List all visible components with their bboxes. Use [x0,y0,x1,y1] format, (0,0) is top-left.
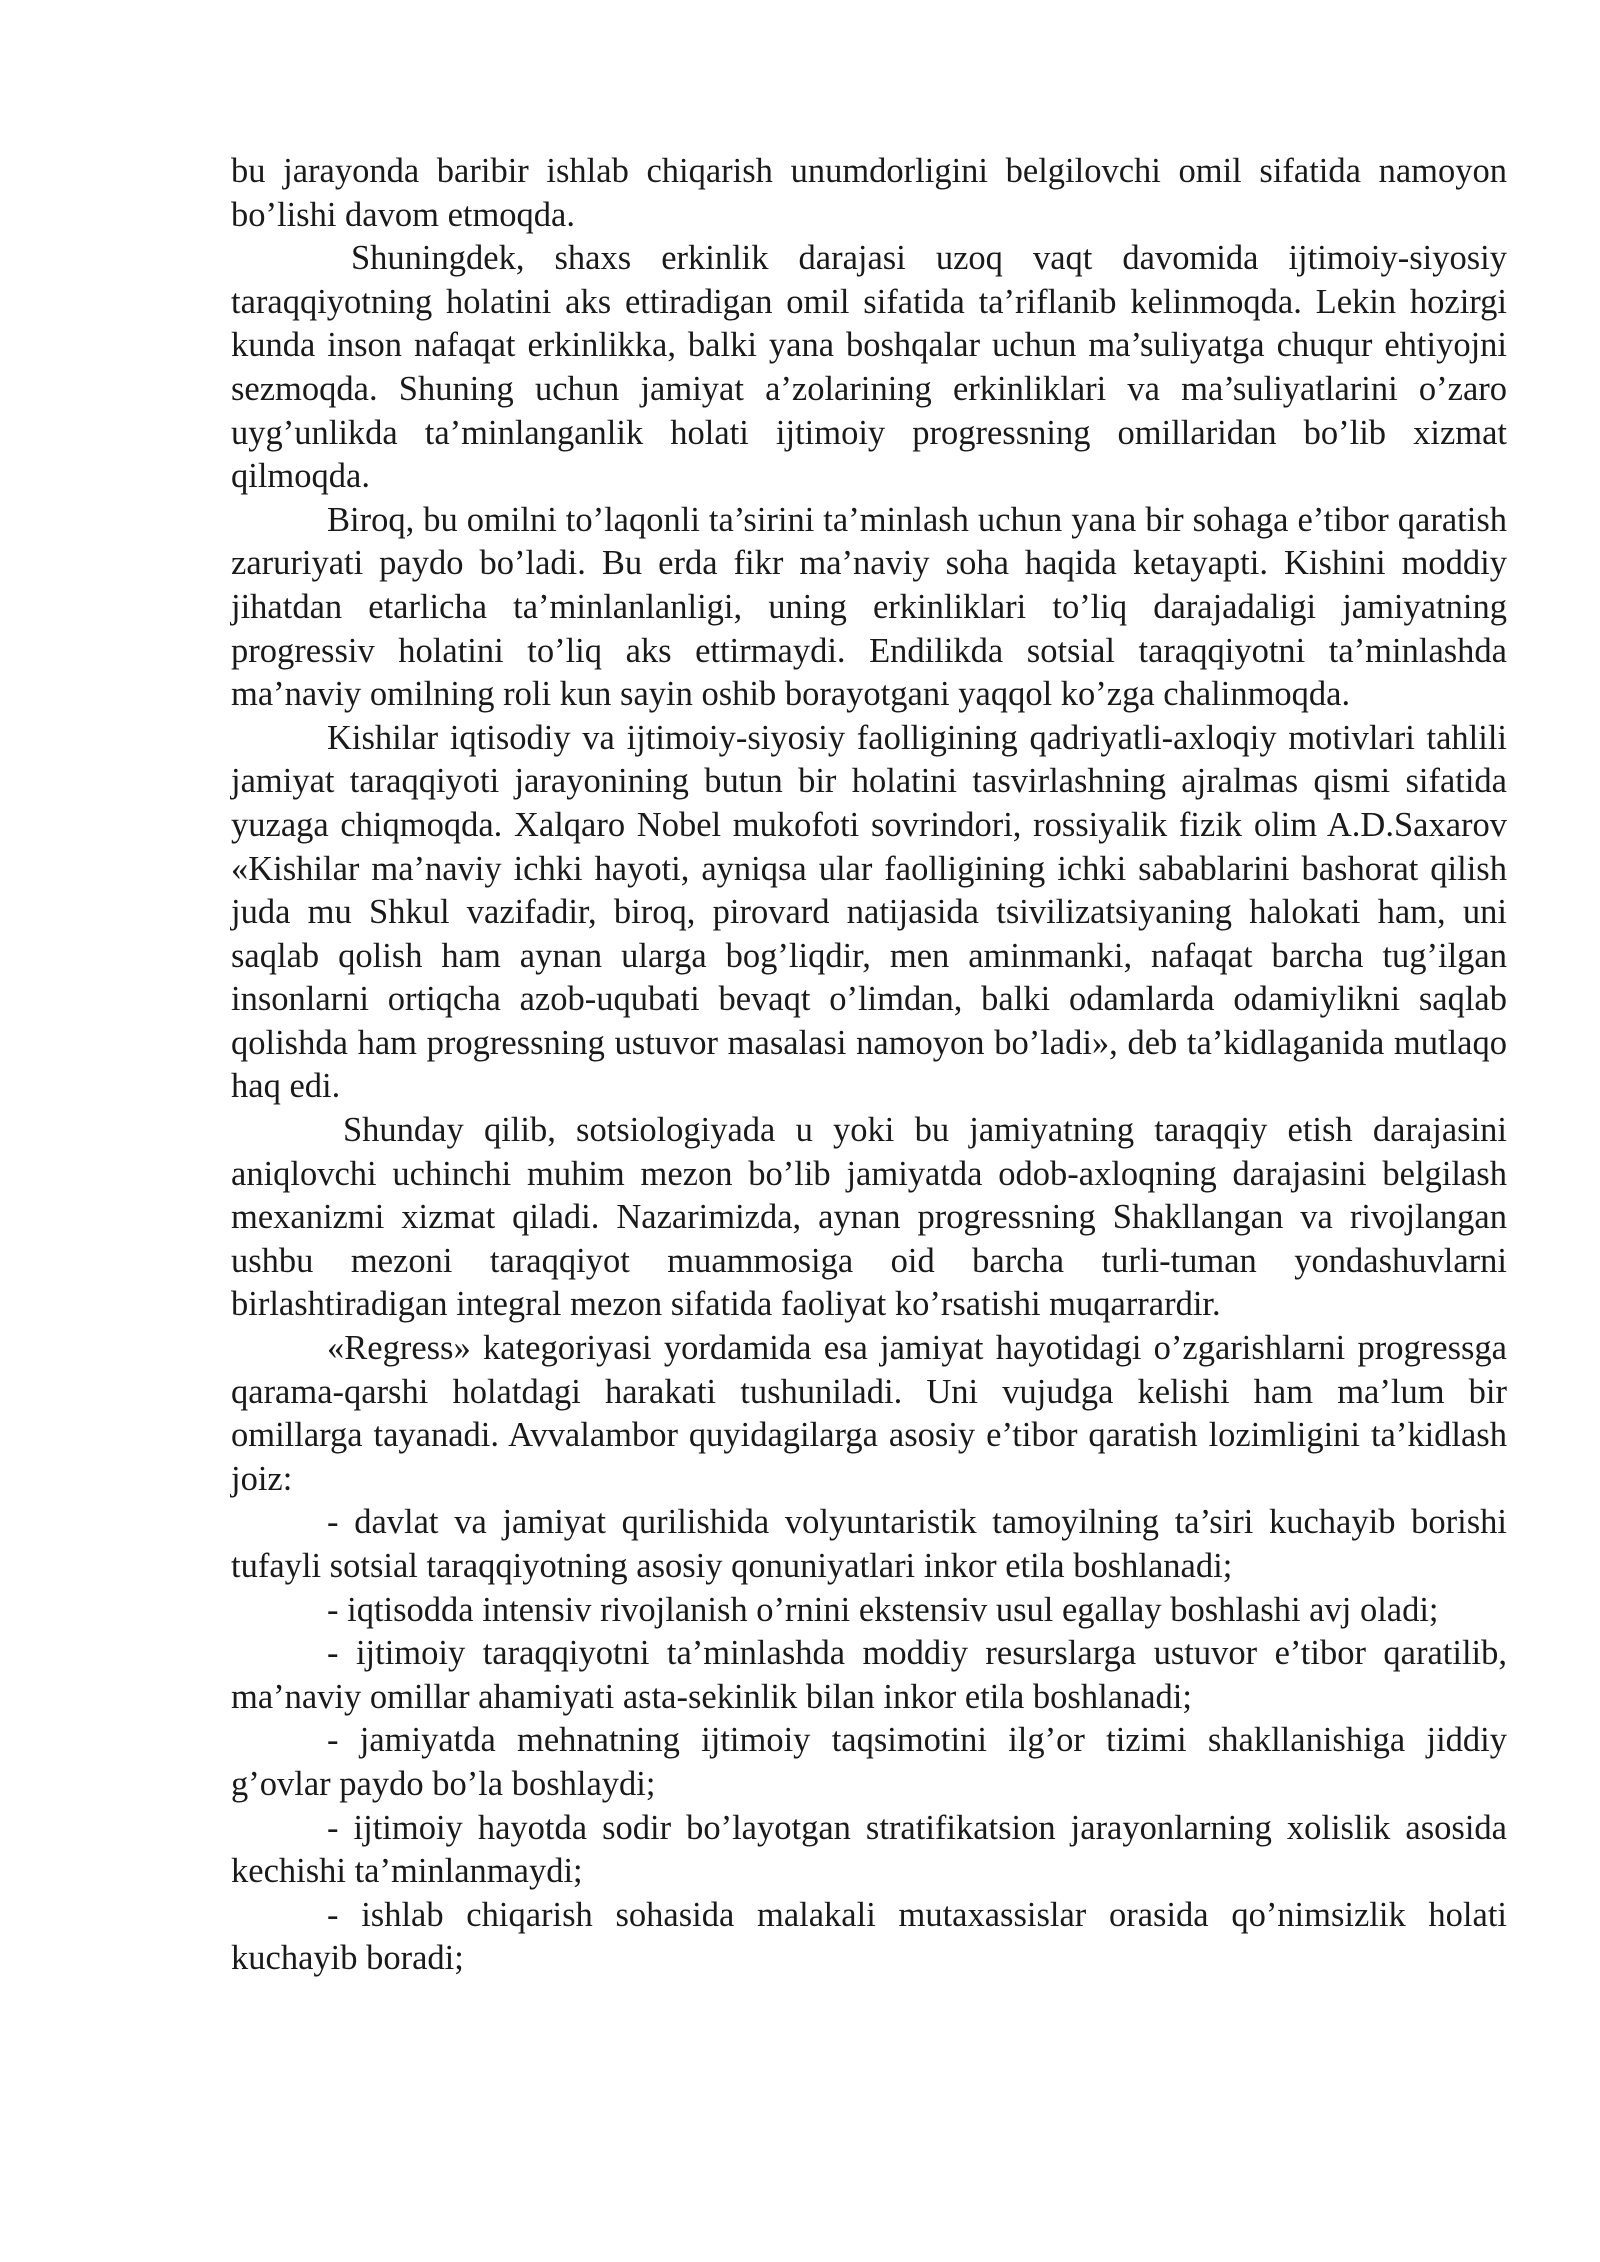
list-item: - ijtimoiy taraqqiyotni ta’minlashda moddiy resurslarga ustuvor e’tibor qaratilib, ma’naviy omillar ahamiyati asta-sekinlik bilan inkor etila boshlanadi; [231,1634,1507,1716]
list-item: - jamiyatda mehnatning ijtimoiy taqsimotini ilg’or tizimi shakllanishiga jiddiy g’ovlar paydo bo’la boshlaydi; [231,1721,1507,1803]
list-item: - ijtimoiy hayotda sodir bo’layotgan stratifikatsion jarayonlarning xolislik asosida kechishi ta’minlanmaydi; [231,1808,1507,1891]
paragraph-continuation: bu jarayonda baribir ishlab chiqarish unumdorligini belgilovchi omil sifatida namoyon bo’lishi davom etmoqda. [231,152,1507,234]
paragraph-freedom: Shuningdek, shaxs erkinlik darajasi uzoq vaqt davomida ijtimoiy-siyosiy taraqqiyotning holatini aks ettiradigan omil sifatida ta’riflanib kelinmoqda. Lekin hozirgi kunda inson nafaqat erkinlikka, balki yana boshqalar uchun ma’suliyatga chuqur ehtiyojni sezmoqda. Shuning uchun jamiyat a’zolarining erkinliklari va ma’suliyatlarini o’zaro uyg’unlikda ta’minlanganlik holati ijtimoiy progressning omillaridan bo’lib xizmat qilmoqda. [231,239,1507,496]
paragraph-spiritual-sphere: Biroq, bu omilni to’laqonli ta’sirini ta’minlash uchun yana bir sohaga e’tibor qaratish zaruriyati paydo bo’ladi. Bu erda fikr ma’naviy soha haqida ketayapti. Kishini moddiy jihatdan etarlicha ta’minlanlanligi, uning erkinliklari to’liq darajadaligi jamiyatning progressiv holatini to’liq aks ettirmaydi. Endilikda sotsial taraqqiyotni ta’minlashda ma’naviy omilning roli kun sayin oshib borayotgani yaqqol ko’zga chalinmoqda. [231,500,1507,714]
document-page [231,150,1507,1981]
paragraph-regress: «Regress» kategoriyasi yordamida esa jamiyat hayotidagi o’zgarishlarni progressga qarama-qarshi holatdagi harakati tushuniladi. Uni vujudga kelishi ham ma’lum bir omillarga tayanadi. Avvalambor quyidagilarga asosiy e’tibor qaratish lozimligini ta’kidlash joiz: [231,1329,1507,1498]
list-item: - davlat va jamiyat qurilishida volyuntaristik tamoyilning ta’siri kuchayib borishi tufayli sotsial taraqqiyotning asosiy qonuniyatlari inkor etila boshlanadi; [231,1503,1507,1585]
paragraph-motives: Kishilar iqtisodiy va ijtimoiy-siyosiy faolligining qadriyatli-axloqiy motivlari tahlili jamiyat taraqqiyoti jarayonining butun bir holatini tasvirlashning ajralmas qismi sifatida yuzaga chiqmoqda. Xalqaro Nobel mukofoti sovrindori, rossiyalik fizik olim A.D.Saxarov «Kishilar ma’naviy ichki hayoti, ayniqsa ular faolligining ichki sabablarini bashorat qilish juda mu Shkul vazifadir, biroq, pirovard natijasida tsivilizatsiyaning halokati ham, uni saqlab qolish ham aynan ularga bog’liqdir, men aminmanki, nafaqat barcha tug’ilgan insonlarni ortiqcha azob-uqubati bevaqt o’limdan, balki odamlarda odamiylikni saqlab qolishda ham progressning ustuvor masalasi namoyon bo’ladi», deb ta’kidlaganida mutlaqo haq edi. [231,718,1507,1106]
list-item: - iqtisodda intensiv rivojlanish o’rnini ekstensiv usul egallay boshlashi avj oladi; [327,1590,1439,1629]
list-item: - ishlab chiqarish sohasida malakali mutaxassislar orasida qo’nimsizlik holati kuchayib boradi; [231,1895,1507,1978]
paragraph-criterion: Shunday qilib, sotsiologiyada u yoki bu jamiyatning taraqqiy etish darajasini aniqlovchi uchinchi muhim mezon bo’lib jamiyatda odob-axloqning darajasini belgilash mexanizmi xizmat qiladi. Nazarimizda, aynan progressning Shakllangan va rivojlangan ushbu mezoni taraqqiyot muammosiga oid barcha turli-tuman yondashuvlarni birlashtiradigan integral mezon sifatida faoliyat ko’rsatishi muqarrardir. [231,1111,1507,1324]
